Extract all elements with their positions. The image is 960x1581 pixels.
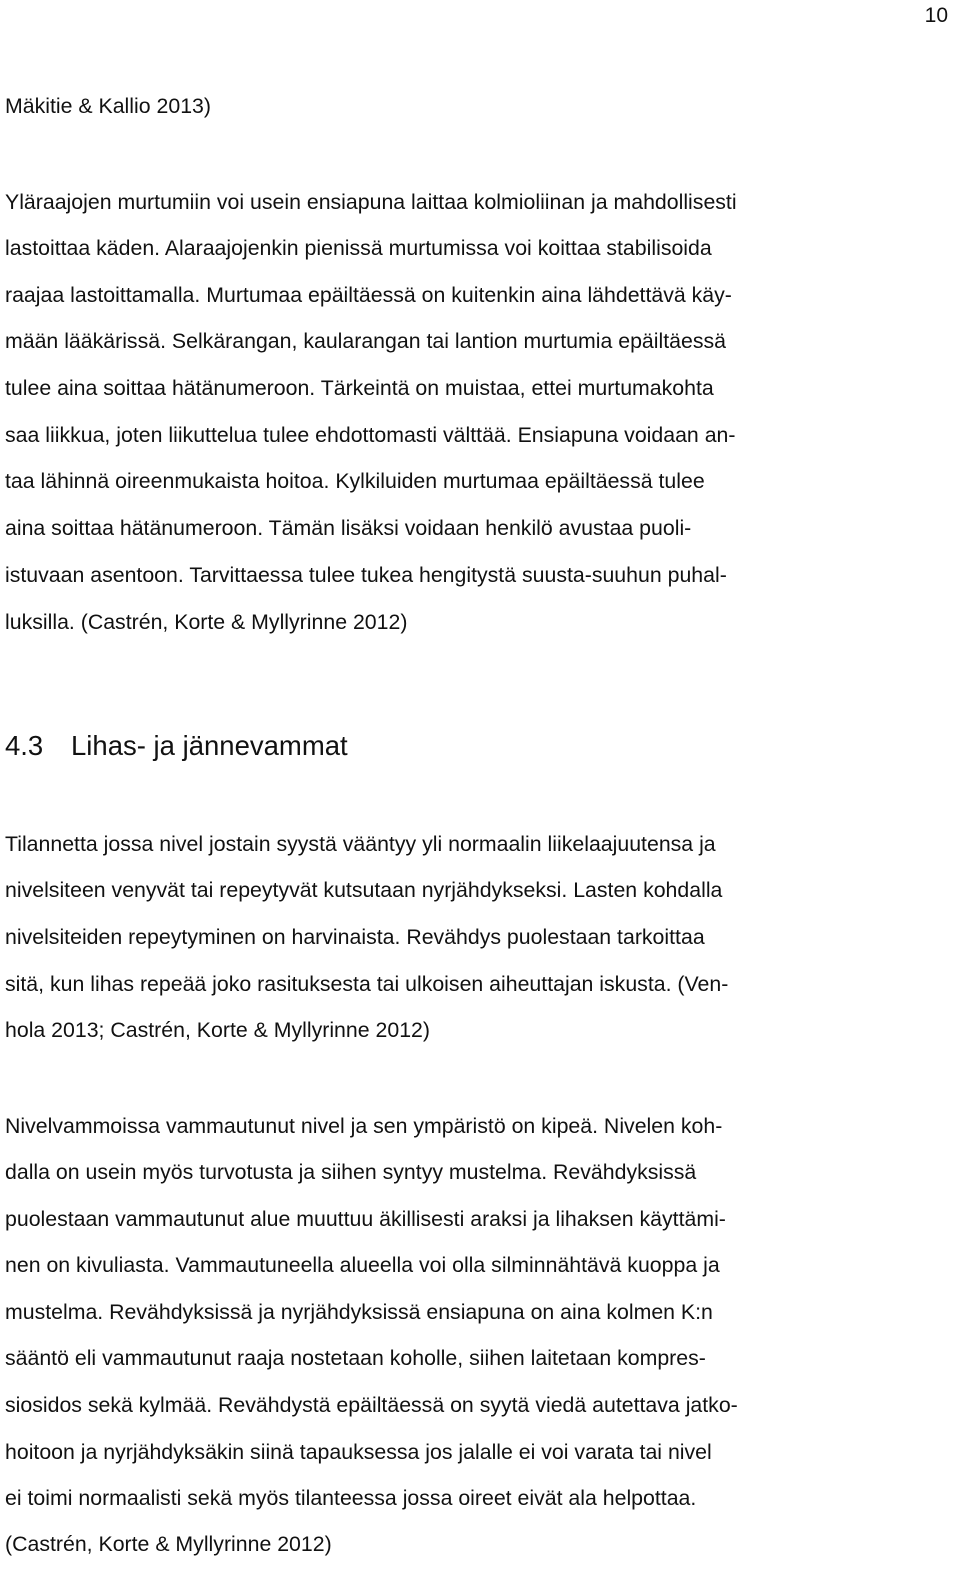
section-number: 4.3 xyxy=(5,730,44,761)
paragraph-line: siosidos sekä kylmää. Revähdystä epäiltäessä on syytä viedä autettava jatko- xyxy=(5,1393,738,1417)
paragraph-line: sääntö eli vammautunut raaja nostetaan koholle, siihen laitetaan kompres- xyxy=(5,1346,706,1370)
paragraph-line: (Castrén, Korte & Myllyrinne 2012) xyxy=(5,1532,332,1556)
paragraph-line: tulee aina soittaa hätänumeroon. Tärkeintä on muistaa, ettei murtumakohta xyxy=(5,376,714,400)
paragraph-line: nivelsiteen venyvät tai repeytyvät kutsutaan nyrjähdykseksi. Lasten kohdalla xyxy=(5,878,723,902)
paragraph-line: mään lääkärissä. Selkärangan, kaularangan tai lantion murtumia epäiltäessä xyxy=(5,329,726,353)
page-number: 10 xyxy=(924,4,948,27)
paragraph-line: luksilla. (Castrén, Korte & Myllyrinne 2012) xyxy=(5,610,408,634)
paragraph-line: hola 2013; Castrén, Korte & Myllyrinne 2012) xyxy=(5,1018,430,1042)
paragraph-line: Nivelvammoissa vammautunut nivel ja sen ympäristö on kipeä. Nivelen koh- xyxy=(5,1114,723,1138)
paragraph-line: raajaa lastoittamalla. Murtumaa epäiltäessä on kuitenkin aina lähdettävä käy- xyxy=(5,283,732,307)
paragraph-line: saa liikkua, joten liikuttelua tulee ehdottomasti välttää. Ensiapuna voidaan an- xyxy=(5,423,736,447)
paragraph-line: hoitoon ja nyrjähdyksäkin siinä tapauksessa jos jalalle ei voi varata tai nivel xyxy=(5,1440,712,1464)
intro-citation: Mäkitie & Kallio 2013) xyxy=(5,94,211,118)
section-heading xyxy=(5,729,348,763)
paragraph-line: nen on kivuliasta. Vammautuneella alueella voi olla silminnähtävä kuoppa ja xyxy=(5,1253,720,1277)
paragraph-line: istuvaan asentoon. Tarvittaessa tulee tukea hengitystä suusta-suuhun puhal- xyxy=(5,563,727,587)
paragraph-line: taa lähinnä oireenmukaista hoitoa. Kylkiluiden murtumaa epäiltäessä tulee xyxy=(5,469,705,493)
paragraph-line: Tilannetta jossa nivel jostain syystä vääntyy yli normaalin liikelaajuutensa ja xyxy=(5,832,716,856)
paragraph-line: puolestaan vammautunut alue muuttuu äkillisesti araksi ja lihaksen käyttämi- xyxy=(5,1207,726,1231)
paragraph-line: sitä, kun lihas repeää joko rasituksesta tai ulkoisen aiheuttajan iskusta. (Ven- xyxy=(5,972,729,996)
paragraph-line: ei toimi normaalisti sekä myös tilanteessa jossa oireet eivät ala helpottaa. xyxy=(5,1486,697,1510)
section-title: Lihas- ja jännevammat xyxy=(71,730,348,761)
paragraph-line: dalla on usein myös turvotusta ja siihen syntyy mustelma. Revähdyksissä xyxy=(5,1160,697,1184)
paragraph-line: nivelsiteiden repeytyminen on harvinaista. Revähdys puolestaan tarkoittaa xyxy=(5,925,705,949)
paragraph-line: aina soittaa hätänumeroon. Tämän lisäksi voidaan henkilö avustaa puoli- xyxy=(5,516,692,540)
paragraph-line: Yläraajojen murtumiin voi usein ensiapuna laittaa kolmioliinan ja mahdollisesti xyxy=(5,190,737,214)
paragraph-line: mustelma. Revähdyksissä ja nyrjähdyksissä ensiapuna on aina kolmen K:n xyxy=(5,1300,713,1324)
paragraph-line: lastoittaa käden. Alaraajojenkin pienissä murtumissa voi koittaa stabilisoida xyxy=(5,236,712,260)
